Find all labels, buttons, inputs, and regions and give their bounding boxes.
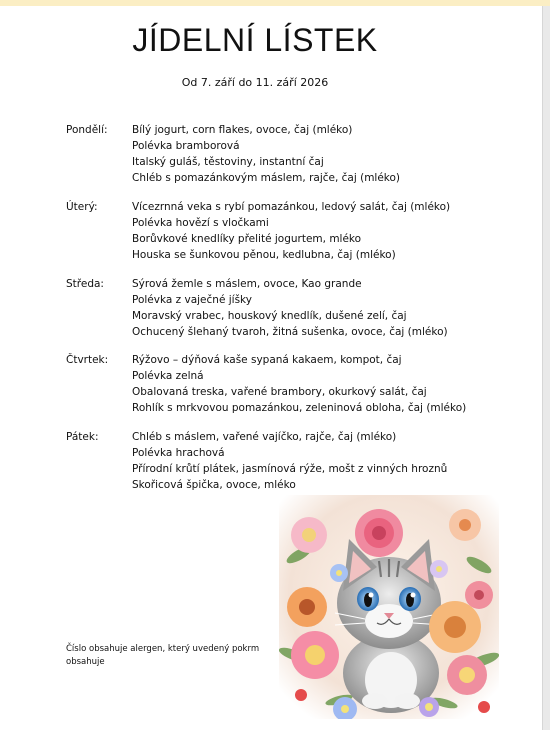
menu-item: Italský guláš, těstoviny, instantní čaj (132, 156, 324, 168)
document-page (0, 6, 543, 730)
menu-item: Polévka hrachová (132, 447, 225, 459)
day-name: Středa: (66, 278, 104, 290)
menu-item: Polévka zelná (132, 370, 204, 382)
kitten-flowers-illustration (279, 495, 499, 719)
menu-items (132, 276, 532, 340)
menu-item: Chléb s máslem, vařené vajíčko, rajče, čaj (mléko) (132, 431, 397, 443)
menu-item: Sýrová žemle s máslem, ovoce, Kao grande (132, 278, 362, 290)
menu-items (132, 429, 532, 493)
menu-item: Skořicová špička, ovoce, mléko (132, 479, 296, 491)
day-name: Čtvrtek: (66, 354, 109, 366)
menu-item: Bílý jogurt, corn flakes, ovoce, čaj (mléko) (132, 124, 353, 136)
allergen-note: Číslo obsahuje alergen, který uvedený pokrm obsahuje (66, 644, 260, 667)
day-name: Úterý: (66, 201, 98, 213)
menu-item: Ochucený šlehaný tvaroh, žitná sušenka, ovoce, čaj (mléko) (132, 326, 448, 338)
menu-item: Rohlík s mrkvovou pomazánkou, zeleninová obloha, čaj (mléko) (132, 402, 467, 414)
day-name: Pondělí: (66, 124, 108, 136)
menu-item: Polévka hovězí s vločkami (132, 217, 269, 229)
menu-item: Rýžovo – dýňová kaše sypaná kakaem, kompot, čaj (132, 354, 402, 366)
menu-items (132, 199, 532, 263)
menu-item: Moravský vrabec, houskový knedlík, dušené zelí, čaj (132, 310, 407, 322)
menu-items (132, 122, 532, 186)
day-name: Pátek: (66, 431, 99, 443)
menu-item: Polévka z vaječné jíšky (132, 294, 252, 306)
date-range: Od 7. září do 11. září 2026 (181, 76, 329, 89)
menu-items (132, 352, 532, 416)
menu-item: Přírodní krůtí plátek, jasmínová rýže, mošt z vinných hroznů (132, 463, 448, 475)
menu-item: Polévka bramborová (132, 140, 240, 152)
page-title: JÍDELNÍ LÍSTEK (132, 22, 378, 58)
menu-item: Vícezrnná veka s rybí pomazánkou, ledový salát, čaj (mléko) (132, 201, 451, 213)
menu-item: Borůvkové knedlíky přelité jogurtem, mléko (132, 233, 362, 245)
menu-item: Houska se šunkovou pěnou, kedlubna, čaj (mléko) (132, 249, 396, 261)
menu-item: Chléb s pomazánkovým máslem, rajče, čaj (mléko) (132, 172, 401, 184)
menu-item: Obalovaná treska, vařené brambory, okurkový salát, čaj (132, 386, 427, 398)
